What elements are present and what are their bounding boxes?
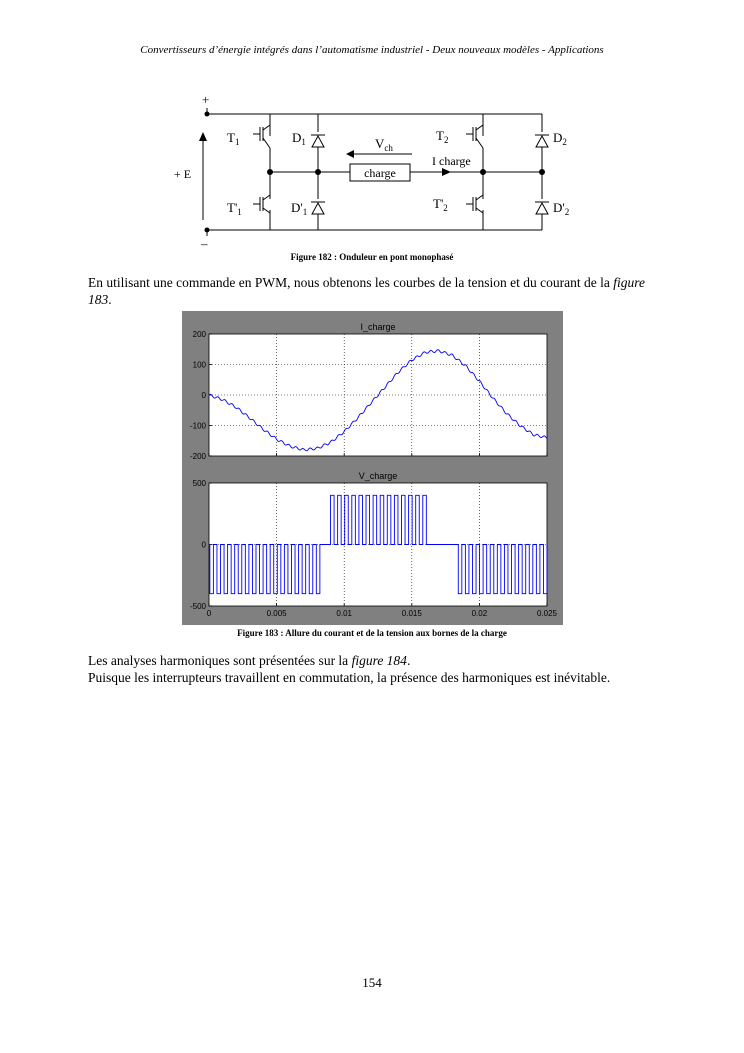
d2-label: $D_2$ [553,130,567,147]
current-ytick-label: -200 [189,452,206,461]
page-number: 154 [362,975,382,990]
t2-prime-label: $T'_2$ [433,196,448,213]
supply-arrow-icon [199,132,207,141]
voltage-label: $V_{ch}$ [375,136,393,153]
diode-symbols [311,135,549,214]
current-arrow-icon [442,168,451,176]
running-header: Convertisseurs d’énergie intégrés dans l’automatisme industriel - Deux nouveaux modèles - Applications [140,44,604,56]
current-ytick-label: 200 [192,330,206,339]
voltage-ytick-label: 0 [201,540,206,550]
figure-182-caption: Figure 182 : Onduleur en pont monophasé [290,252,454,262]
xtick-label: 0.025 [536,609,558,618]
xtick-label: 0.01 [336,609,352,618]
d1-label: $D_1$ [292,130,306,147]
voltage-arrow-icon [346,150,354,158]
voltage-ytick-label: 500 [192,479,206,488]
current-label: I charge [432,154,471,168]
xtick-label: 0.02 [471,609,488,618]
plus-terminal-label: + [202,92,210,107]
current-ytick-label: 100 [192,360,206,370]
current-chart-title: I_charge [360,322,396,332]
figure-183-chart [182,311,563,625]
xtick-label: 0.015 [401,609,422,618]
source-label: + E [174,167,192,181]
paragraph-pwm: En utilisant une commande en PWM, nous obtenons les courbes de la tension et du courant de la figure 183. [88,275,646,307]
bridge-inverter-diagram [170,92,590,250]
xtick-label: 0.005 [266,609,287,618]
paragraph-commutation: Puisque les interrupteurs travaillent en commutation, la présence des harmoniques est inévitable. [88,670,611,685]
minus-terminal-label: – [201,236,208,250]
load-label: charge [364,166,396,180]
voltage-chart-title: V_charge [358,471,398,481]
xtick-label: 0 [206,609,212,618]
paragraph-harmonics: Les analyses harmoniques sont présentées sur la figure 184. [88,653,411,668]
d1-prime-label: $D'_1$ [291,200,308,217]
current-ytick-label: -100 [189,421,206,431]
figure-184-reference: figure 184 [351,653,407,668]
t1-label: $T_1$ [227,130,240,147]
figure-183-caption: Figure 183 : Allure du courant et de la tension aux bornes de la charge [237,628,507,638]
voltage-ytick-label: -500 [189,602,206,611]
figure-183-reference: figure 183 [88,275,646,307]
d2-prime-label: $D'_2$ [553,200,570,217]
t2-label: $T_2$ [436,128,449,145]
current-ytick-label: 0 [201,391,206,400]
t1-prime-label: $T'_1$ [227,200,242,217]
